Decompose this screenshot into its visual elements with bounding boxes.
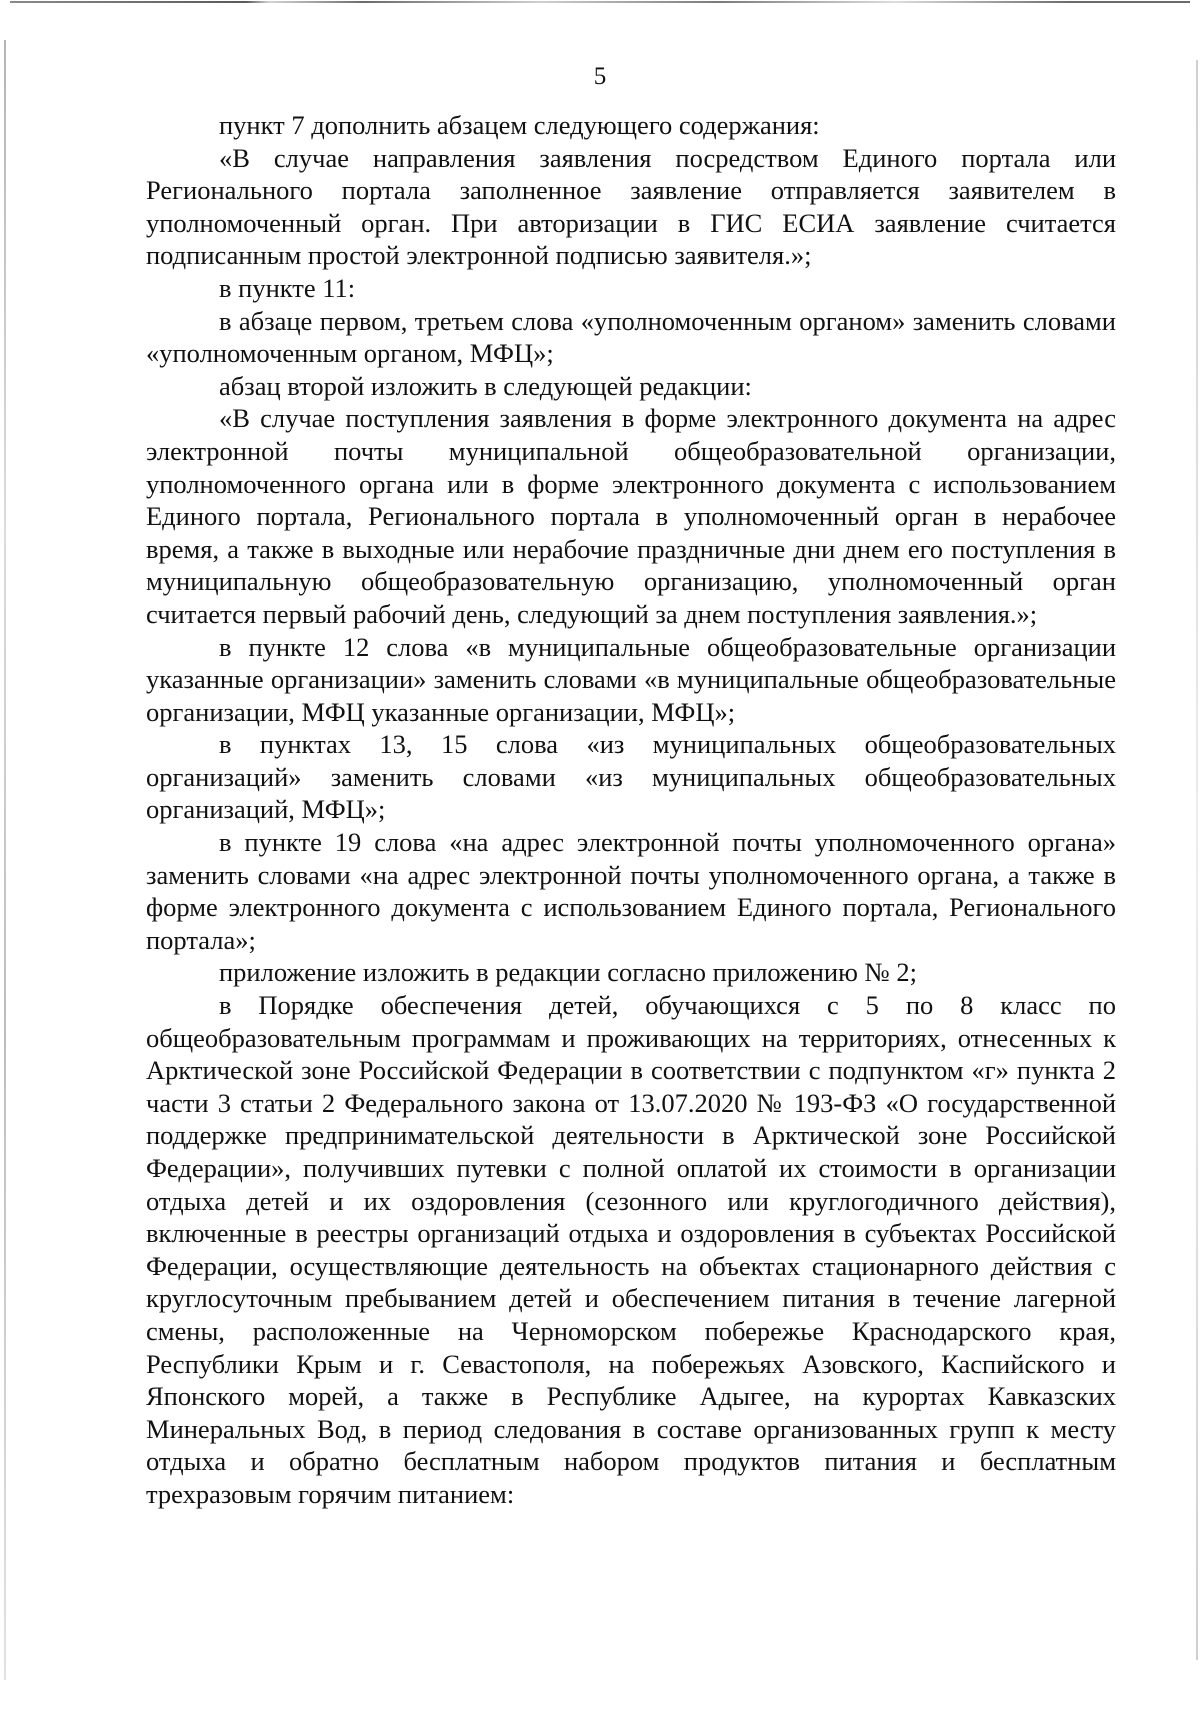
scan-top-edge bbox=[10, 1, 1190, 3]
paragraph: приложение изложить в редакции согласно приложению № 2; bbox=[219, 957, 918, 988]
scan-right-edge bbox=[1196, 60, 1198, 1660]
paragraph: «В случае поступления заявления в форме электронного документа на адрес электронной почты муниципальной общеобразовательной организации, уполномоченного органа или в форме электронного документа с использованием Единого портала, Регионального портала в уполномоченный орган в нерабочее время, а также в выходные или нерабочие праздничные дни днем его поступления в муниципальную общеобразовательную организацию, уполномоченный орган считается первый рабочий день, следующий за днем поступления заявления.»; bbox=[146, 403, 1116, 629]
paragraph: в пункте 19 слова «на адрес электронной почты уполномоченного органа» заменить словами «на адрес электронной почты уполномоченного органа, а также в форме электронного документа с использованием Единого портала, Регионального портала»; bbox=[146, 827, 1116, 955]
paragraph: в Порядке обеспечения детей, обучающихся с 5 по 8 класс по общеобразовательным программам и проживающих на территориях, отнесенных к Арктической зоне Российской Федерации в соответствии с подпунктом «г» пункта 2 части 3 статьи 2 Федерального закона от 13.07.2020 № 193-ФЗ «О государственной поддержке предпринимательской деятельности в Арктической зоне Российской Федерации», получивших путевки с полной оплатой их стоимости в организации отдыха детей и их оздоровления (сезонного или круглогодичного действия), включенные в реестры организаций отдыха и оздоровления в субъектах Российской Федерации, осуществляющие деятельность на объектах стационарного действия с круглосуточным пребыванием детей и обеспечением питания в течение лагерной смены, расположенные на Черноморском побережье Краснодарского края, Республики Крым и г. Севастополя, на побережьях Азовского, Каспийского и Японского морей, а также в Республике Адыгее, на курортах Кавказских Минеральных Вод, в период следования в составе организованных групп к месту отдыха и обратно бесплатным набором продуктов питания и бесплатным трехразовым горячим питанием: bbox=[146, 990, 1116, 1509]
paragraph: абзац второй изложить в следующей редакции: bbox=[219, 370, 752, 401]
document-body bbox=[146, 109, 1116, 1511]
paragraph: в абзаце первом, третьем слова «уполномоченным органом» заменить словами «уполномоченным органом, МФЦ»; bbox=[146, 305, 1116, 369]
paragraph: в пункте 11: bbox=[219, 272, 356, 303]
paragraph: в пункте 12 слова «в муниципальные общеобразовательные организации указанные организации» заменить словами «в муниципальные общеобразовательные организации, МФЦ указанные организации, МФЦ»; bbox=[146, 631, 1116, 727]
paragraph: в пунктах 13, 15 слова «из муниципальных общеобразовательных организаций» заменить словами «из муниципальных общеобразовательных организаций, МФЦ»; bbox=[146, 729, 1116, 825]
page-number: 5 bbox=[593, 63, 607, 90]
paragraph: «В случае направления заявления посредством Единого портала или Регионального портала заполненное заявление отправляется заявителем в уполномоченный орган. При авторизации в ГИС ЕСИА заявление считается подписанным простой электронной подписью заявителя.»; bbox=[146, 142, 1116, 271]
paragraph: пункт 7 дополнить абзацем следующего содержания: bbox=[219, 110, 820, 140]
scan-left-edge bbox=[4, 40, 6, 1680]
